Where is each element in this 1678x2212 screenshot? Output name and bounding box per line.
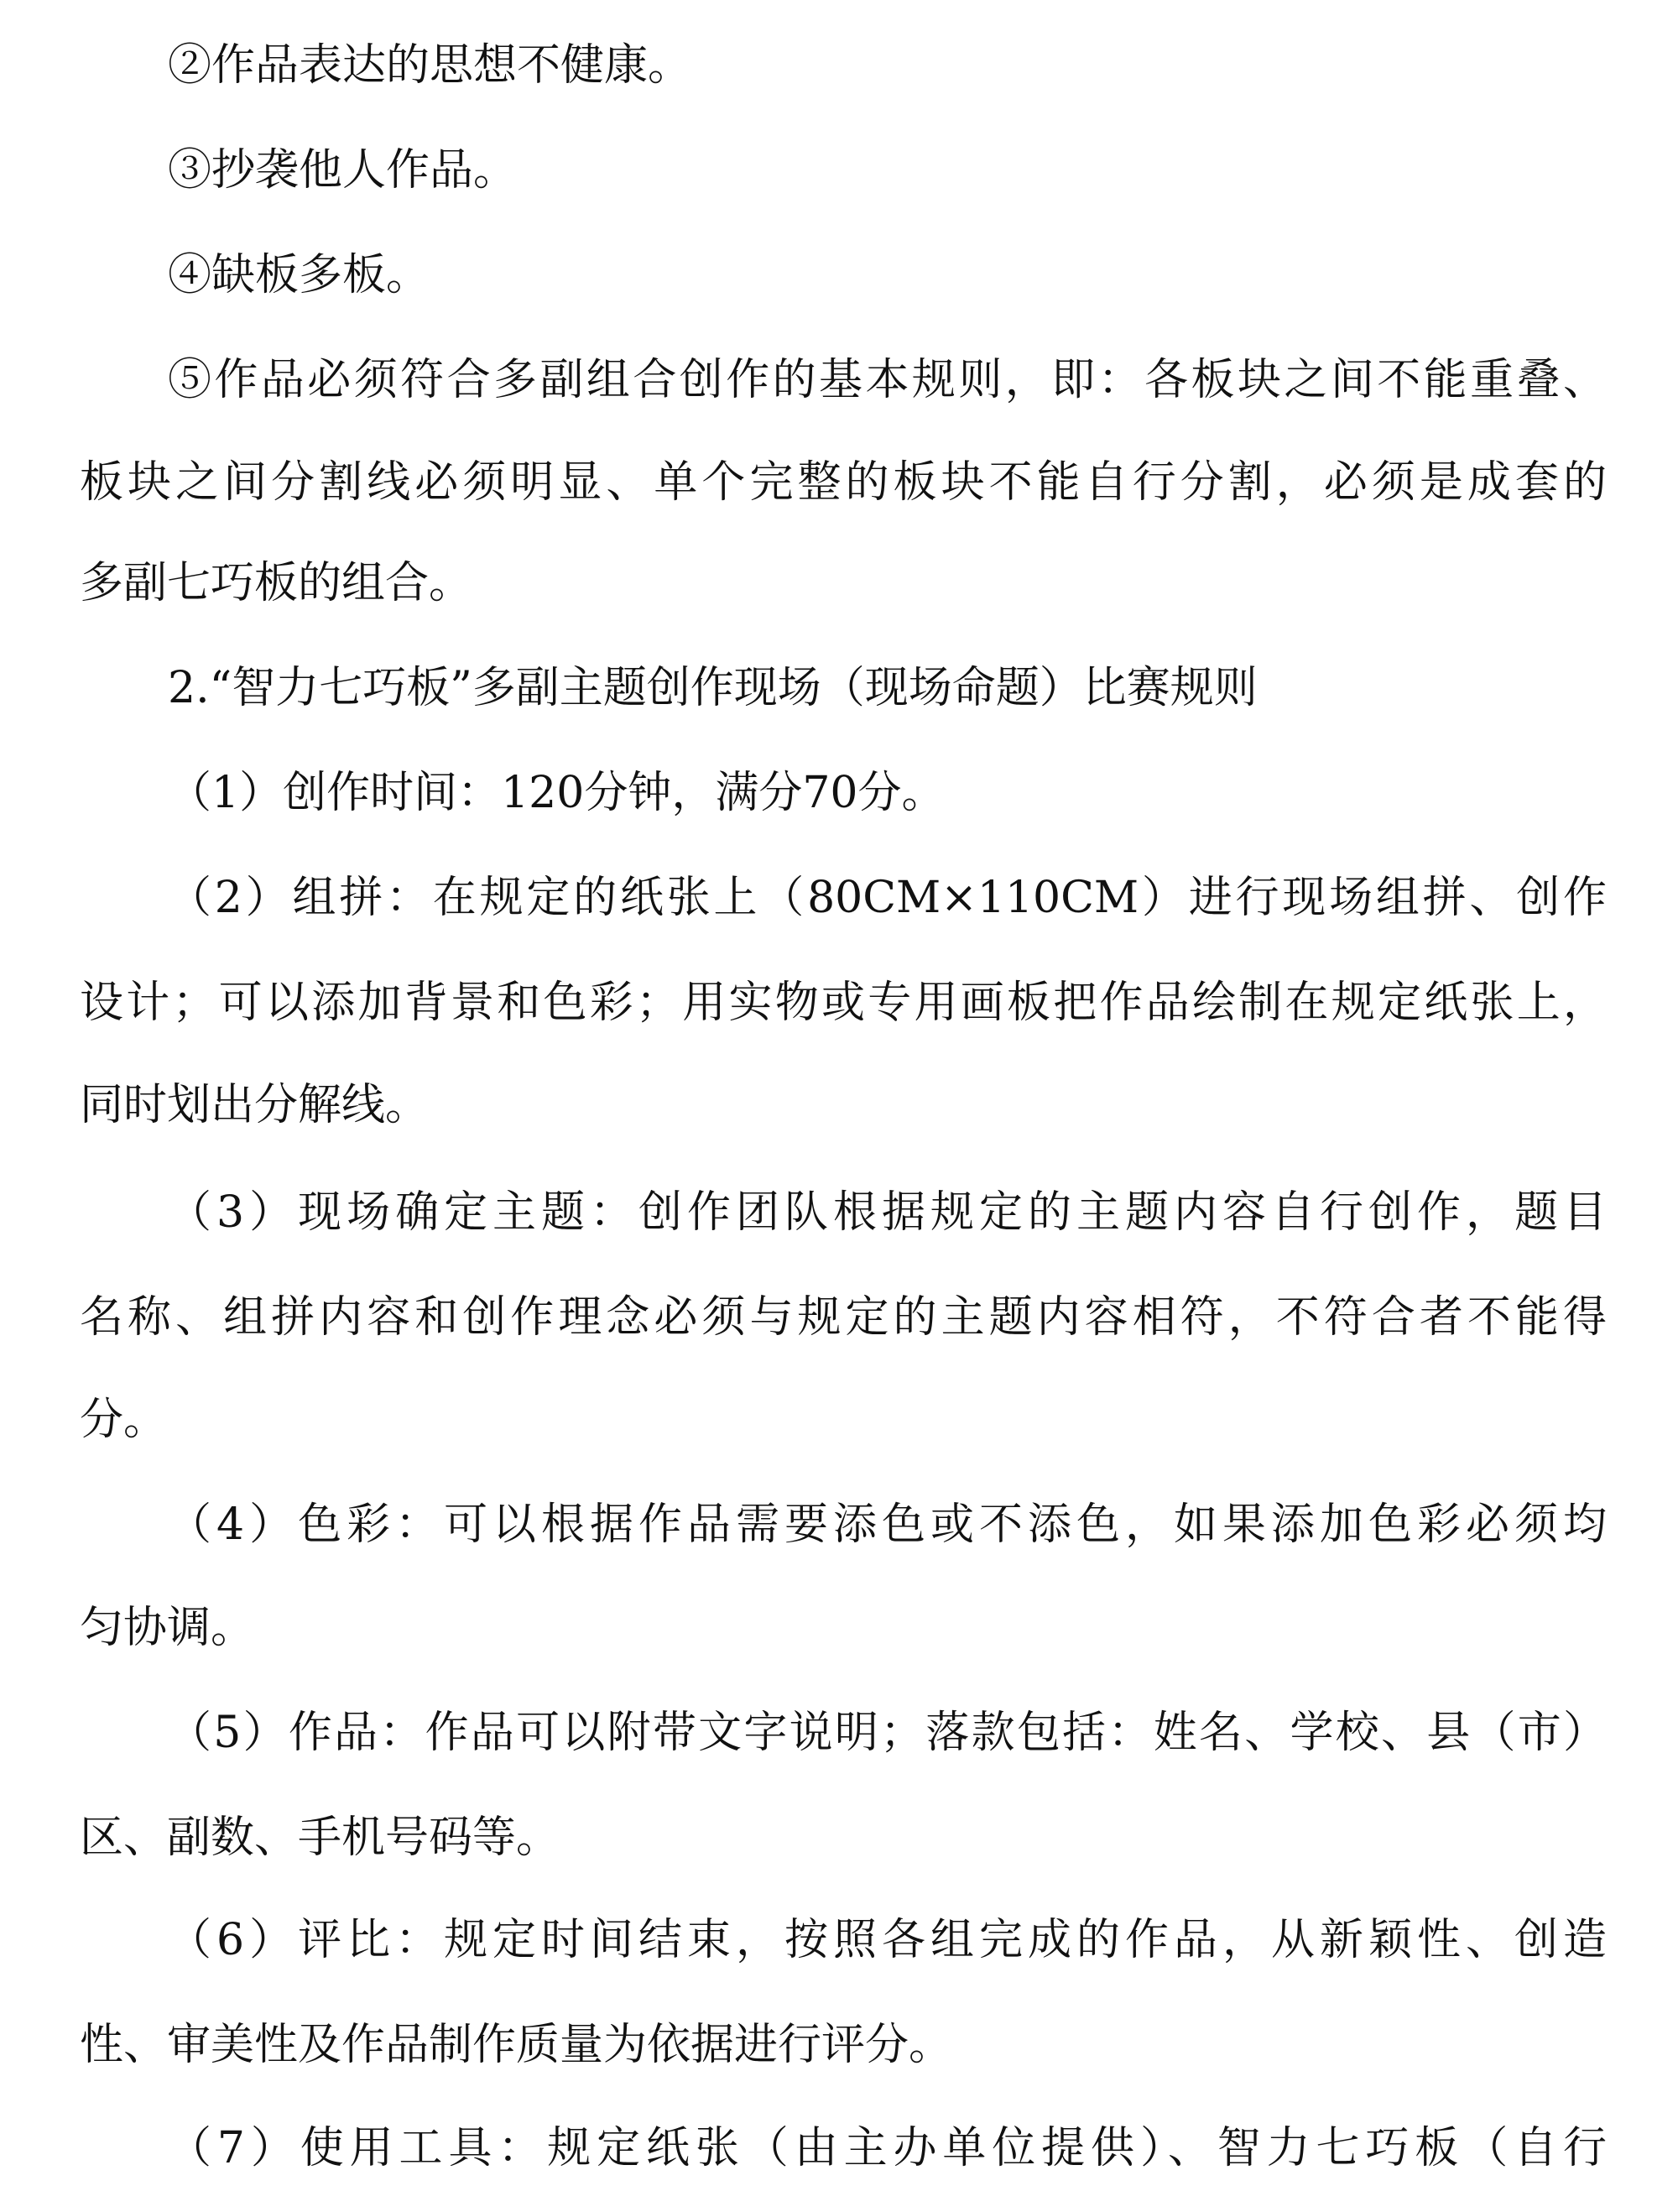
text-line: 分。 bbox=[80, 1395, 168, 1445]
text-line: （1）创作时间：120分钟，满分70分。 bbox=[168, 768, 946, 818]
text-line: 匀协调。 bbox=[80, 1603, 255, 1653]
text-line: （7）使用工具：规定纸张（由主办单位提供）、智力七巧板（自行 bbox=[168, 2123, 1607, 2173]
section-heading: 2.“智力七巧板”多副主题创作现场（现场命题）比赛规则 bbox=[168, 663, 1258, 713]
text-line: ④缺板多板。 bbox=[168, 250, 430, 300]
text-line: 板块之间分割线必须明显、单个完整的板块不能自行分割，必须是成套的 bbox=[80, 457, 1607, 508]
text-line: 区、副数、手机号码等。 bbox=[80, 1813, 560, 1863]
text-line: ⑤作品必须符合多副组合创作的基本规则，即：各板块之间不能重叠、 bbox=[168, 355, 1607, 405]
text-line: ③抄袭他人作品。 bbox=[168, 145, 518, 196]
text-line: 设计；可以添加背景和色彩；用实物或专用画板把作品绘制在规定纸张上， bbox=[80, 978, 1607, 1028]
text-line: （2）组拼：在规定的纸张上（80CM×110CM）进行现场组拼、创作 bbox=[168, 873, 1607, 923]
text-line: ②作品表达的思想不健康。 bbox=[168, 40, 692, 91]
text-line: （4）色彩：可以根据作品需要添色或不添色，如果添加色彩必须均 bbox=[168, 1500, 1607, 1550]
text-line: 名称、组拼内容和创作理念必须与规定的主题内容相符，不符合者不能得 bbox=[80, 1292, 1607, 1343]
text-line: 性、审美性及作品制作质量为依据进行评分。 bbox=[80, 2020, 953, 2070]
text-line: 同时划出分解线。 bbox=[80, 1080, 430, 1130]
text-line: （3）现场确定主题：创作团队根据规定的主题内容自行创作，题目 bbox=[168, 1187, 1607, 1238]
text-line: （5）作品：作品可以附带文字说明；落款包括：姓名、学校、县（市） bbox=[168, 1708, 1607, 1758]
text-line: 多副七巧板的组合。 bbox=[80, 558, 473, 608]
text-line: （6）评比：规定时间结束，按照各组完成的作品，从新颖性、创造 bbox=[168, 1915, 1607, 1965]
